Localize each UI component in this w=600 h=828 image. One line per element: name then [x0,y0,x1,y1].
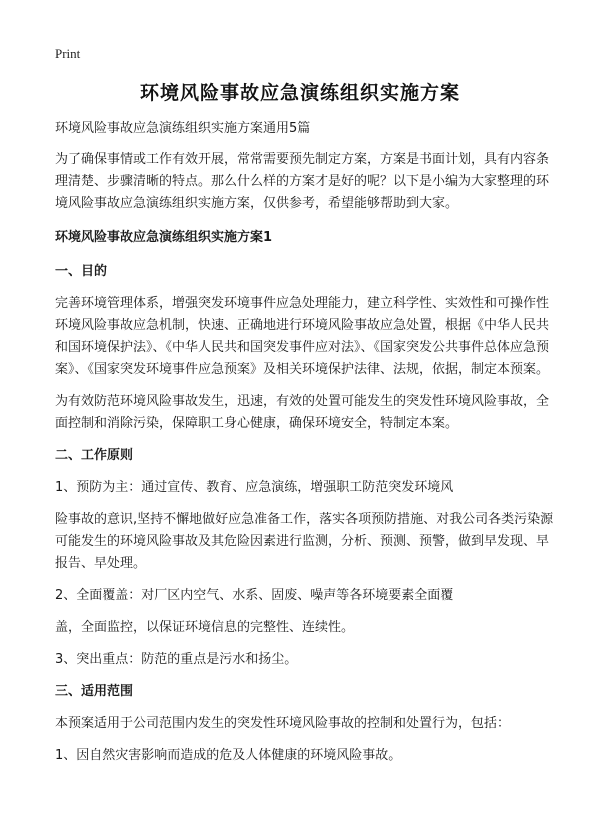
principle-3: 3、突出重点：防范的重点是污水和扬尘。 [55,652,298,667]
purpose-paragraph-1: 完善环境管理体系，增强突发环境事件应急处理能力，建立科学性、实效性和可操作性环境风险事故应急机制，快速、正确地进行环境风险事故应急处置，根据《中华人民共和国环境保护法》、《中华人民共和国突发事件应对法》、《国家突发公共事件总体应急预案》、《国家突发环境事件应急预案》及相关环境保护法律、法规，依据，制定本预案。 [55,296,550,377]
document-body [55,118,554,777]
scope-item-1: 1、因自然灾害影响而造成的危及人体健康的环境风险事故。 [55,748,402,763]
heading-scope: 三、适用范围 [55,684,134,699]
heading-principles: 二、工作原则 [55,448,134,463]
intro-paragraph: 为了确保事情或工作有效开展，常常需要预先制定方案，方案是书面计划，具有内容条理清楚、步骤清晰的特点。那么什么样的方案才是好的呢？以下是小编为大家整理的环境风险事故应急演练组织实施方案，仅供参考，希望能够帮助到大家。 [55,152,550,211]
principle-2-continued: 盖，全面监控，以保证环境信息的完整性、连续性。 [55,620,355,635]
section-title: 环境风险事故应急演练组织实施方案1 [55,230,273,245]
print-link[interactable]: Print [55,46,81,61]
heading-purpose: 一、目的 [55,264,108,279]
principle-1-line: 1、预防为主：通过宣传、教育、应急演练，增强职工防范突发环境风 [55,480,454,495]
purpose-paragraph-2: 为有效防范环境风险事故发生，迅速，有效的处置可能发生的突发性环境风险事故，全面控制和消除污染，保障职工身心健康，确保环境安全，特制定本案。 [55,394,550,431]
scope-paragraph: 本预案适用于公司范围内发生的突发性环境风险事故的控制和处置行为，包括： [55,716,511,731]
principle-2-line: 2、全面覆盖：对厂区内空气、水系、固废、噪声等各环境要素全面覆 [55,588,454,603]
principle-1-continued: 险事故的意识,坚持不懈地做好应急准备工作，落实各项预防措施、对我公司各类污染源可能发生的环境风险事故及其危险因素进行监测，分析、预测、预警，做到早发现、早报告、早处理。 [55,512,554,571]
page-title: 环境风险事故应急演练组织实施方案 [139,82,460,104]
document-subtitle: 环境风险事故应急演练组织实施方案通用5篇 [55,121,311,136]
